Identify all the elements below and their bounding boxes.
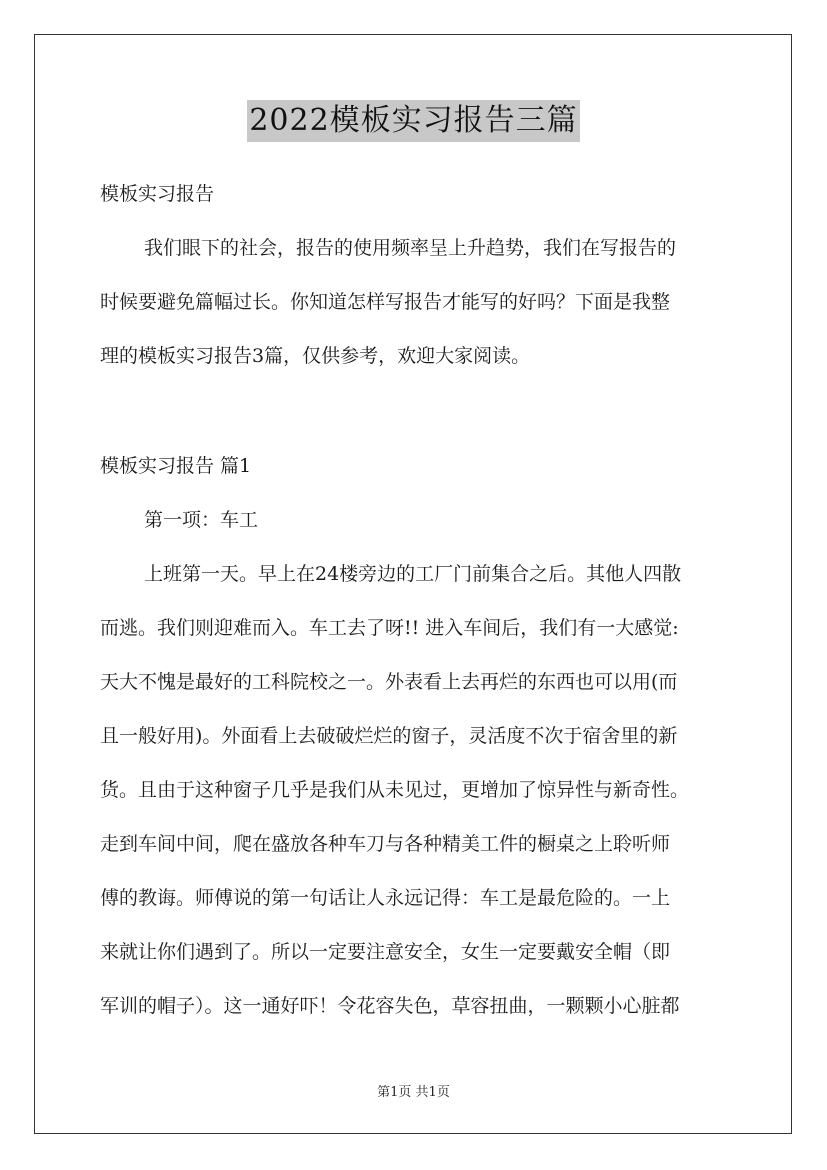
item-heading: 第一项：车工 (144, 509, 259, 531)
section-heading: 模板实习报告 (100, 183, 215, 205)
paragraph-line: 来就让你们遇到了。所以一定要注意安全，女生一定要戴安全帽（即 (100, 941, 671, 963)
paragraph-line: 天大不愧是最好的工科院校之一。外表看上去再烂的东西也可以用(而 (100, 671, 678, 693)
paragraph-line: 走到车间中间，爬在盛放各种车刀与各种精美工件的橱桌之上聆听师 (100, 833, 671, 855)
paragraph-line: 傅的教诲。师傅说的第一句话让人永远记得：车工是最危险的。一上 (100, 887, 671, 909)
paragraph-line: 货。且由于这种窗子几乎是我们从未见过，更增加了惊异性与新奇性。 (100, 779, 690, 801)
paragraph-line: 时候要避免篇幅过长。你知道怎样写报告才能写的好吗？下面是我整 (100, 291, 671, 313)
paragraph-line: 上班第一天。早上在24楼旁边的工厂门前集合之后。其他人四散 (144, 563, 682, 585)
title-container (0, 100, 827, 142)
paragraph-line: 军训的帽子）。这一通好吓！令花容失色，草容扭曲，一颗颗小心脏都 (100, 995, 680, 1017)
section-heading: 模板实习报告 篇1 (100, 455, 252, 477)
page-footer: 第1页 共1页 (377, 1085, 450, 1100)
paragraph-line: 理的模板实习报告3篇，仅供参考，欢迎大家阅读。 (100, 345, 531, 367)
paragraph-line: 且一般好用)。外面看上去破破烂烂的窗子，灵活度不次于宿舍里的新 (100, 725, 678, 747)
paragraph-line: 而逃。我们则迎难而入。车工去了呀!! 进入车间后，我们有一大感觉: (100, 617, 679, 639)
paragraph-line: 我们眼下的社会，报告的使用频率呈上升趋势，我们在写报告的 (144, 237, 677, 259)
document-title: 2022模板实习报告三篇 (247, 100, 579, 142)
